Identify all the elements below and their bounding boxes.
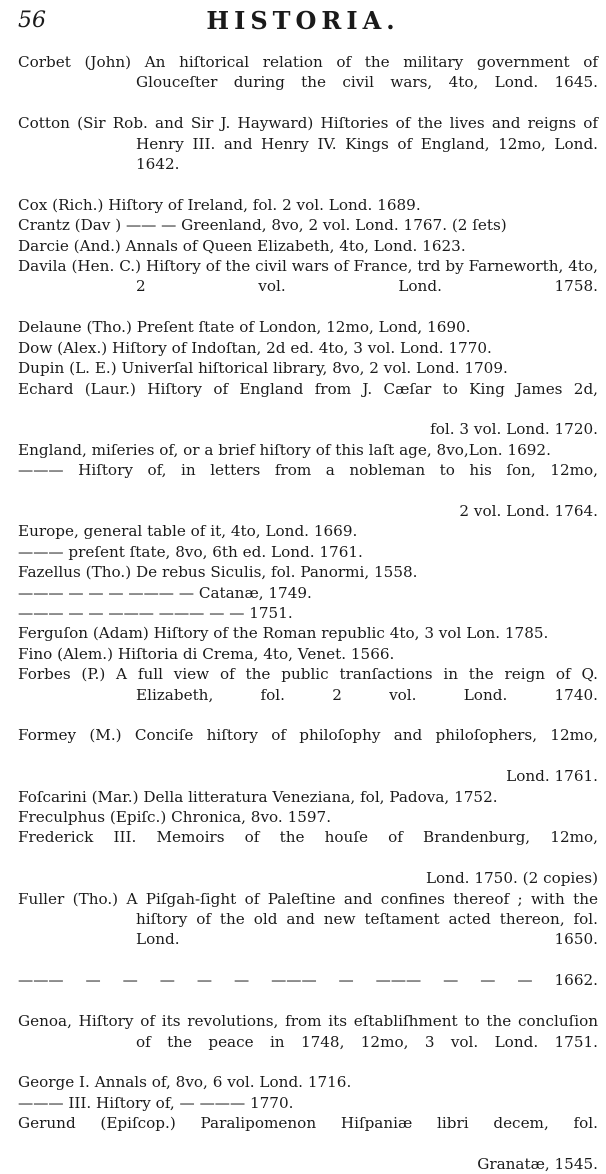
catalogue-entry: Dupin (L. E.) Univerſal hiſtorical library, 8vo, 2 vol. Lond. 1709. xyxy=(18,359,508,378)
catalogue-entry: ——— III. Hiſtory of, — ——— 1770. xyxy=(18,1093,294,1112)
catalogue-entry: Cox (Rich.) Hiſtory of Ireland, fol. 2 vol. Lond. 1689. xyxy=(18,195,421,214)
page-number: 56 xyxy=(18,8,46,33)
catalogue-entry: Corbet (John) An hiſtorical relation of the military government of Glouceſter during the civil wars, 4to, Lond. 1645. xyxy=(18,53,598,92)
catalogue-entry: Genoa, Hiſtory of its revolutions, from its eſtabliſhment to the concluſion of the peace in 1748, 12mo, 3 vol. Lond. 1751. xyxy=(18,1012,598,1051)
catalogue-entry-continuation: 2 vol. Lond. 1764. xyxy=(459,501,598,520)
catalogue-entry: Forbes (P.) A full view of the public tranſactions in the reign of Q. Elizabeth, fol. 2 vol. Lond. 1740. xyxy=(18,665,598,704)
catalogue-entry: ——— — — — ——— — Catanæ, 1749. xyxy=(18,583,312,602)
catalogue-entry-continuation: Lond. 1761. xyxy=(506,767,598,786)
catalogue-entry: Gerund (Epiſcop.) Paralipomenon Hiſpaniæ libri decem, fol. xyxy=(18,1114,598,1133)
catalogue-entry: Formey (M.) Conciſe hiſtory of philoſophy and philoſophers, 12mo, xyxy=(18,726,598,745)
catalogue-entry-continuation: Granatæ, 1545. xyxy=(477,1154,598,1173)
catalogue-entry: Darcie (And.) Annals of Queen Elizabeth, 4to, Lond. 1623. xyxy=(18,236,466,255)
catalogue-entry: Fazellus (Tho.) De rebus Siculis, fol. Panormi, 1558. xyxy=(18,563,418,582)
catalogue-entry: Cotton (Sir Rob. and Sir J. Hayward) Hiſtories of the lives and reigns of Henry III. and Henry IV. Kings of England, 12mo, Lond. 1642. xyxy=(18,114,598,174)
catalogue-entry: ——— preſent ſtate, 8vo, 6th ed. Lond. 1761. xyxy=(18,542,363,561)
catalogue-entry-continuation: fol. 3 vol. Lond. 1720. xyxy=(430,420,598,439)
catalogue-entry: Fino (Alem.) Hiſtoria di Crema, 4to, Venet. 1566. xyxy=(18,644,395,663)
bibliography-list xyxy=(18,52,598,1174)
catalogue-entry: ——— — — ——— ——— — — 1751. xyxy=(18,603,293,622)
catalogue-entry: Davila (Hen. C.) Hiſtory of the civil wars of France, trd by Farneworth, 4to, 2 vol. Lond. 1758. xyxy=(18,257,598,296)
catalogue-entry: Freculphus (Epiſc.) Chronica, 8vo. 1597. xyxy=(18,808,332,827)
catalogue-entry: Crantz (Dav ) —— — Greenland, 8vo, 2 vol. Lond. 1767. (2 ſets) xyxy=(18,216,507,235)
running-head: HISTORIA. xyxy=(206,6,400,35)
catalogue-entry: Dow (Alex.) Hiſtory of Indoſtan, 2d ed. 4to, 3 vol. Lond. 1770. xyxy=(18,338,492,357)
catalogue-entry: Echard (Laur.) Hiſtory of England from J. Cæſar to King James 2d, xyxy=(18,379,598,398)
catalogue-entry: Delaune (Tho.) Preſent ſtate of London, 12mo, Lond, 1690. xyxy=(18,318,471,337)
catalogue-entry-continuation: Lond. 1750. (2 copies) xyxy=(425,869,598,888)
catalogue-entry: ——— — — — — — ——— — ——— — — — 1662. xyxy=(18,971,598,990)
catalogue-entry: Fuller (Tho.) A Piſgah-ſight of Paleſtine and confines thereof ; with the hiſtory of the old and new teſtament acted thereon, fol. Lond. 1650. xyxy=(18,889,598,949)
catalogue-entry: England, miſeries of, or a brief hiſtory of this laſt age, 8vo,Lon. 1692. xyxy=(18,440,551,459)
catalogue-entry: Ferguſon (Adam) Hiſtory of the Roman republic 4to, 3 vol Lon. 1785. xyxy=(18,624,549,643)
catalogue-entry: Frederick III. Memoirs of the houſe of Brandenburg, 12mo, xyxy=(18,828,598,847)
catalogue-entry: George I. Annals of, 8vo, 6 vol. Lond. 1716. xyxy=(18,1073,352,1092)
catalogue-entry: Europe, general table of it, 4to, Lond. 1669. xyxy=(18,522,358,541)
catalogue-entry: ——— Hiſtory of, in letters from a nobleman to his ſon, 12mo, xyxy=(18,461,598,480)
page-header xyxy=(18,6,588,36)
catalogue-entry: Foſcarini (Mar.) Della litteratura Veneziana, fol, Padova, 1752. xyxy=(18,787,498,806)
